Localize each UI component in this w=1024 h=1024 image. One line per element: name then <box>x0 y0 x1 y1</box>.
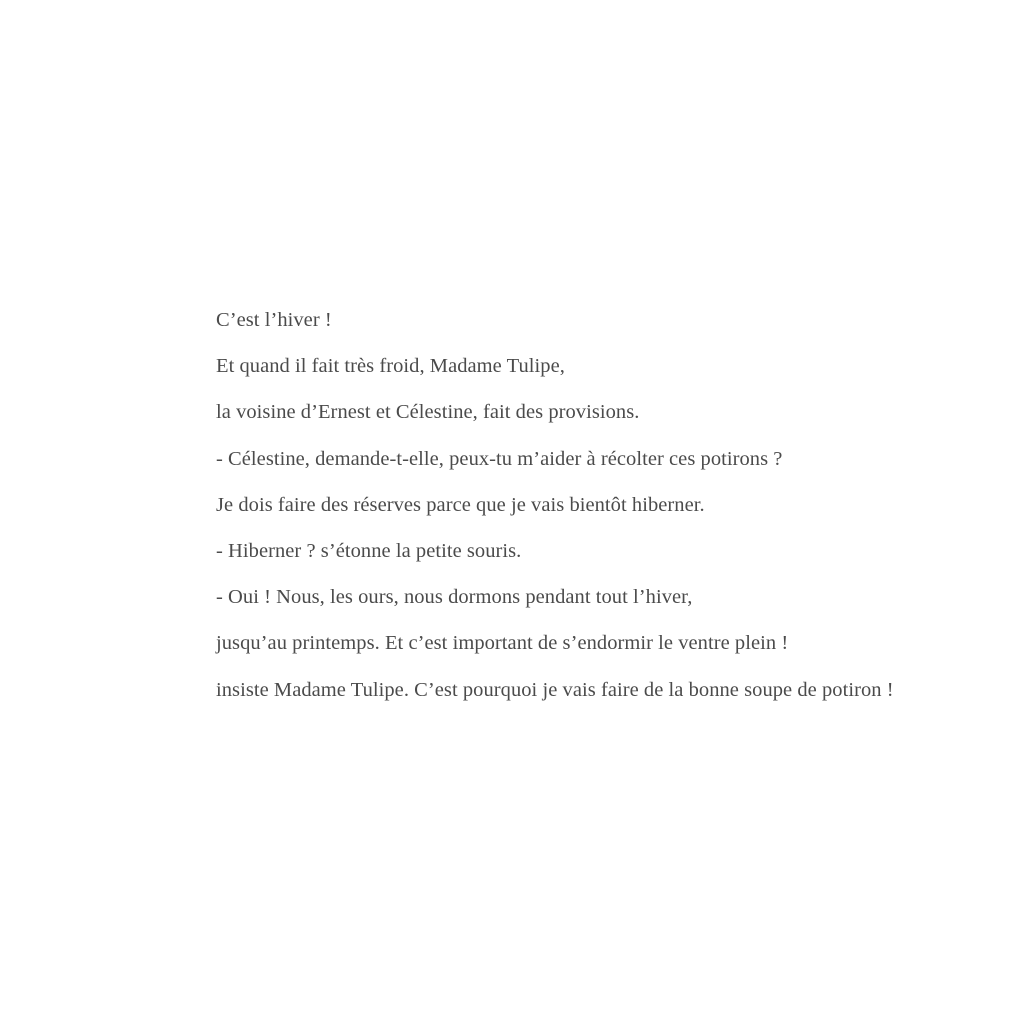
story-line-3: la voisine d’Ernest et Célestine, fait des provisions. <box>216 401 640 424</box>
story-line-2: Et quand il fait très froid, Madame Tulipe, <box>216 355 565 378</box>
story-line-7: - Oui ! Nous, les ours, nous dormons pendant tout l’hiver, <box>216 586 693 609</box>
story-line-5: Je dois faire des réserves parce que je vais bientôt hiberner. <box>216 493 705 516</box>
story-line-4: - Célestine, demande-t-elle, peux-tu m’aider à récolter ces potirons ? <box>216 447 783 470</box>
story-line-6: - Hiberner ? s’étonne la petite souris. <box>216 539 522 562</box>
story-line-8: jusqu’au printemps. Et c’est important de s’endormir le ventre plein ! <box>216 632 789 655</box>
story-line-1: C’est l’hiver ! <box>216 309 332 331</box>
story-line-9: insiste Madame Tulipe. C’est pourquoi je vais faire de la bonne soupe de potiron ! <box>216 678 894 701</box>
story-text <box>216 297 1006 713</box>
